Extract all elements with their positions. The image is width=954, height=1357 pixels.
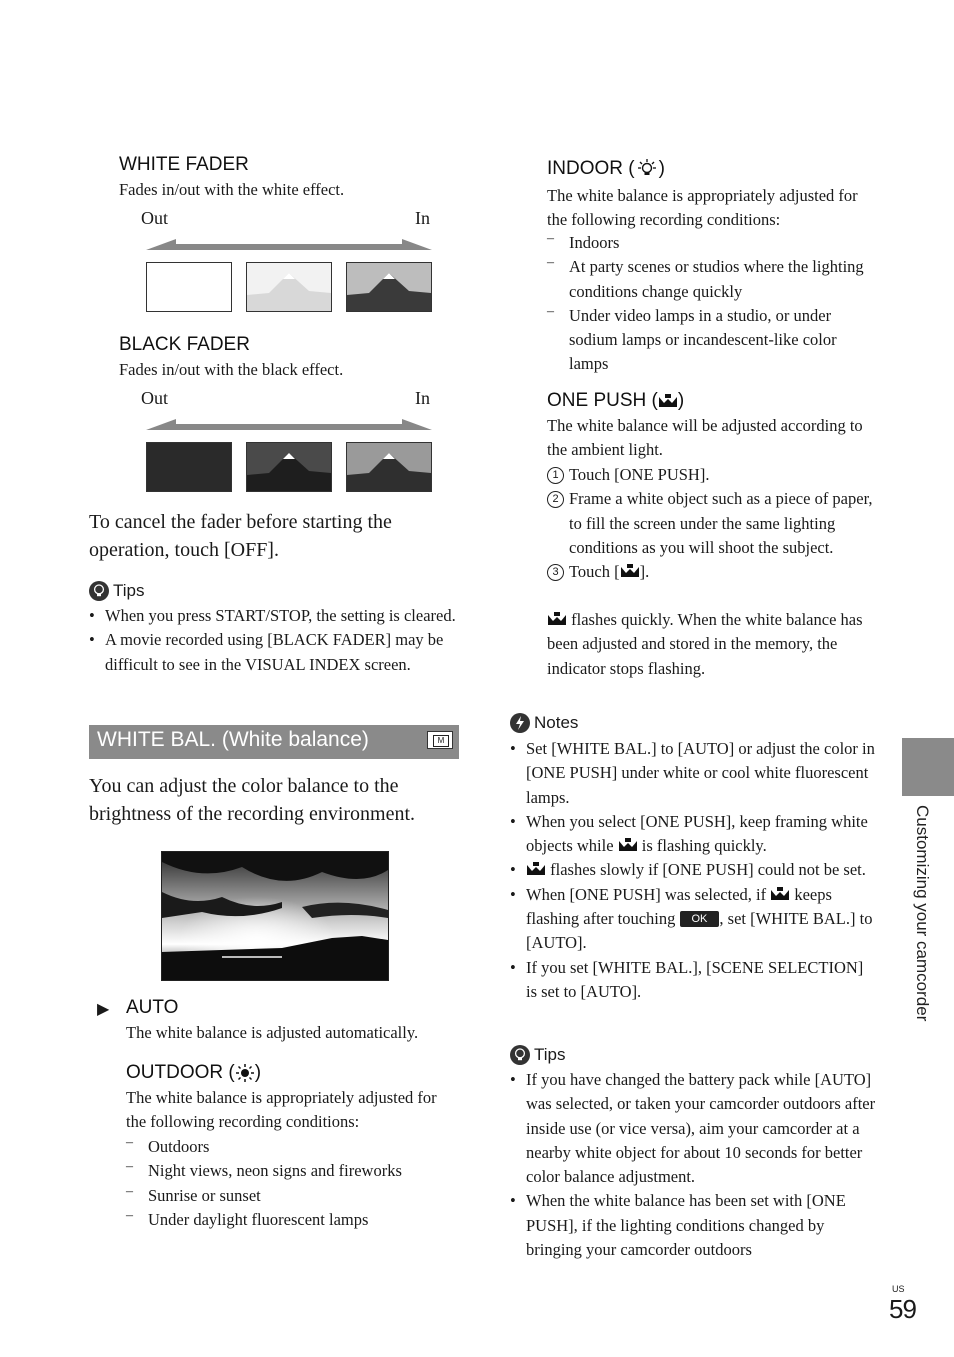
step-number: 3 [547, 564, 564, 581]
light-bulb-icon [636, 159, 658, 179]
outdoor-description: The white balance is appropriately adjusted for the following recording conditions: [126, 1088, 437, 1132]
sunset-image [162, 852, 388, 980]
step-item [547, 560, 877, 584]
one-push-wb-icon [526, 862, 546, 876]
list-item: – Under daylight fluorescent lamps [126, 1208, 456, 1232]
list-item: – Under video lamps in a studio, or under sodium lamps or incandescent-like color lamps [547, 304, 877, 377]
page-number: 59 [889, 1294, 916, 1324]
list-item: – Outdoors [126, 1135, 456, 1159]
black-fader-arrow [146, 417, 432, 435]
default-marker-icon: ▶ [97, 1001, 110, 1018]
black-fader-frame-1 [146, 442, 232, 492]
step-text-close: ]. [639, 562, 650, 582]
one-push-steps [547, 463, 877, 584]
chapter-tab [912, 805, 936, 1045]
tips-list [89, 604, 464, 677]
chapter-tab-marker [902, 738, 954, 796]
list-item: • If you have changed the battery pack while [AUTO] was selected, or taken your camcorder outdoors after inside use (or vice versa), aim your camcorder at a nearby white object for about 10 seconds for better color balance adjustment. [510, 1068, 878, 1189]
one-push-wb-icon [658, 394, 678, 408]
step-item [547, 487, 877, 560]
tips-list [510, 1068, 878, 1262]
tips-label: Tips [534, 1045, 566, 1064]
list-item: – Night views, neon signs and fireworks [126, 1159, 456, 1183]
notes-heading [510, 713, 578, 733]
one-push-wb-icon [770, 887, 790, 901]
section-title: WHITE BAL. (White balance) [97, 728, 369, 751]
lightbulb-icon [510, 1045, 530, 1065]
outdoor-list [126, 1135, 456, 1232]
lightbulb-icon [89, 581, 109, 601]
chapter-tab-label: Customizing your camcorder [913, 805, 932, 1022]
notes-label: Notes [534, 713, 579, 732]
white-fader-frame-2 [246, 262, 332, 312]
white-fader-heading: WHITE FADER [119, 154, 249, 175]
indoor-list [547, 231, 877, 377]
tips-label: Tips [113, 581, 145, 600]
indoor-title-close: ) [658, 158, 665, 179]
list-item: • When you select [ONE PUSH], keep framing white objects while is flashing quickly. [510, 810, 878, 859]
indoor-heading [547, 158, 665, 180]
list-item: • flashes slowly if [ONE PUSH] could not be set. [510, 858, 878, 882]
list-item: • If you set [WHITE BAL.], [SCENE SELECTION] is set to [AUTO]. [510, 956, 878, 1005]
list-item: – Sunrise or sunset [126, 1184, 456, 1208]
white-fader-frame-3 [346, 262, 432, 312]
list-item: • When you press START/STOP, the setting is cleared. [89, 604, 464, 628]
notes-list [510, 737, 878, 1004]
ok-button-icon: OK [680, 911, 720, 927]
section-intro: You can adjust the color balance to the brightness of the recording environment. [89, 775, 416, 825]
black-fader-frame-2 [246, 442, 332, 492]
one-push-description: The white balance will be adjusted according to the ambient light. [547, 416, 863, 460]
white-fader-frame-1 [146, 262, 232, 312]
sun-icon [236, 1064, 254, 1082]
list-item: – At party scenes or studios where the lighting conditions change quickly [547, 255, 877, 304]
step-text: Touch [ [569, 562, 620, 582]
white-fader-out-label: Out [141, 208, 168, 228]
outdoor-heading [126, 1062, 261, 1084]
list-item: – Indoors [547, 231, 877, 255]
indoor-description: The white balance is appropriately adjusted for the following recording conditions: [547, 186, 858, 230]
one-push-wb-icon [547, 612, 567, 626]
step-number: 2 [547, 491, 564, 508]
tips-heading [510, 1045, 566, 1065]
lightning-icon [510, 713, 530, 733]
outdoor-title: OUTDOOR ( [126, 1062, 235, 1083]
auto-description: The white balance is adjusted automatically. [126, 1023, 419, 1042]
list-item: • A movie recorded using [BLACK FADER] may be difficult to see in the VISUAL INDEX screen. [89, 628, 464, 677]
one-push-wb-icon [620, 564, 640, 578]
tips-heading [89, 581, 145, 601]
one-push-title: ONE PUSH ( [547, 390, 658, 411]
black-fader-heading: BLACK FADER [119, 334, 250, 355]
outdoor-title-close: ) [254, 1062, 262, 1083]
one-push-heading [547, 390, 684, 412]
list-item: • When the white balance has been set with [ONE PUSH], if the lighting conditions changed by bringing your camcorder outdoors [510, 1189, 878, 1262]
black-fader-out-label: Out [141, 388, 168, 408]
cancel-fader-text: To cancel the fader before starting the operation, touch [OFF]. [89, 511, 392, 561]
white-fader-description: Fades in/out with the white effect. [119, 180, 345, 199]
one-push-title-close: ) [677, 390, 685, 411]
list-item: • When [ONE PUSH] was selected, if keeps flashing after touching OK , set [WHITE BAL.] to [AUTO]. [510, 883, 878, 956]
sunset-photo [161, 851, 389, 981]
white-fader-in-label: In [415, 208, 430, 228]
black-fader-description: Fades in/out with the black effect. [119, 360, 344, 379]
black-fader-frame-3 [346, 442, 432, 492]
black-fader-in-label: In [415, 388, 430, 408]
step-text: Frame a white object such as a piece of paper, to fill the screen under the same lighting conditions as you will shoot the subject. [569, 489, 873, 557]
step-text: Touch [ONE PUSH]. [569, 465, 710, 484]
step-number: 1 [547, 467, 564, 484]
auto-heading: AUTO [126, 997, 179, 1018]
one-push-wb-icon [618, 838, 638, 852]
flash-note-text: flashes quickly. When the white balance has been adjusted and stored in the memory, the indicator stops flashing. [547, 610, 863, 678]
page-region: US [892, 1284, 905, 1294]
indoor-title: INDOOR ( [547, 158, 635, 179]
movie-mode-icon: M [427, 731, 453, 749]
step-item [547, 463, 877, 487]
one-push-flash-note [547, 608, 877, 681]
white-fader-arrow [146, 237, 432, 255]
list-item: • Set [WHITE BAL.] to [AUTO] or adjust the color in [ONE PUSH] under white or cool white fluorescent lamps. [510, 737, 878, 810]
section-title-bar [89, 725, 459, 759]
